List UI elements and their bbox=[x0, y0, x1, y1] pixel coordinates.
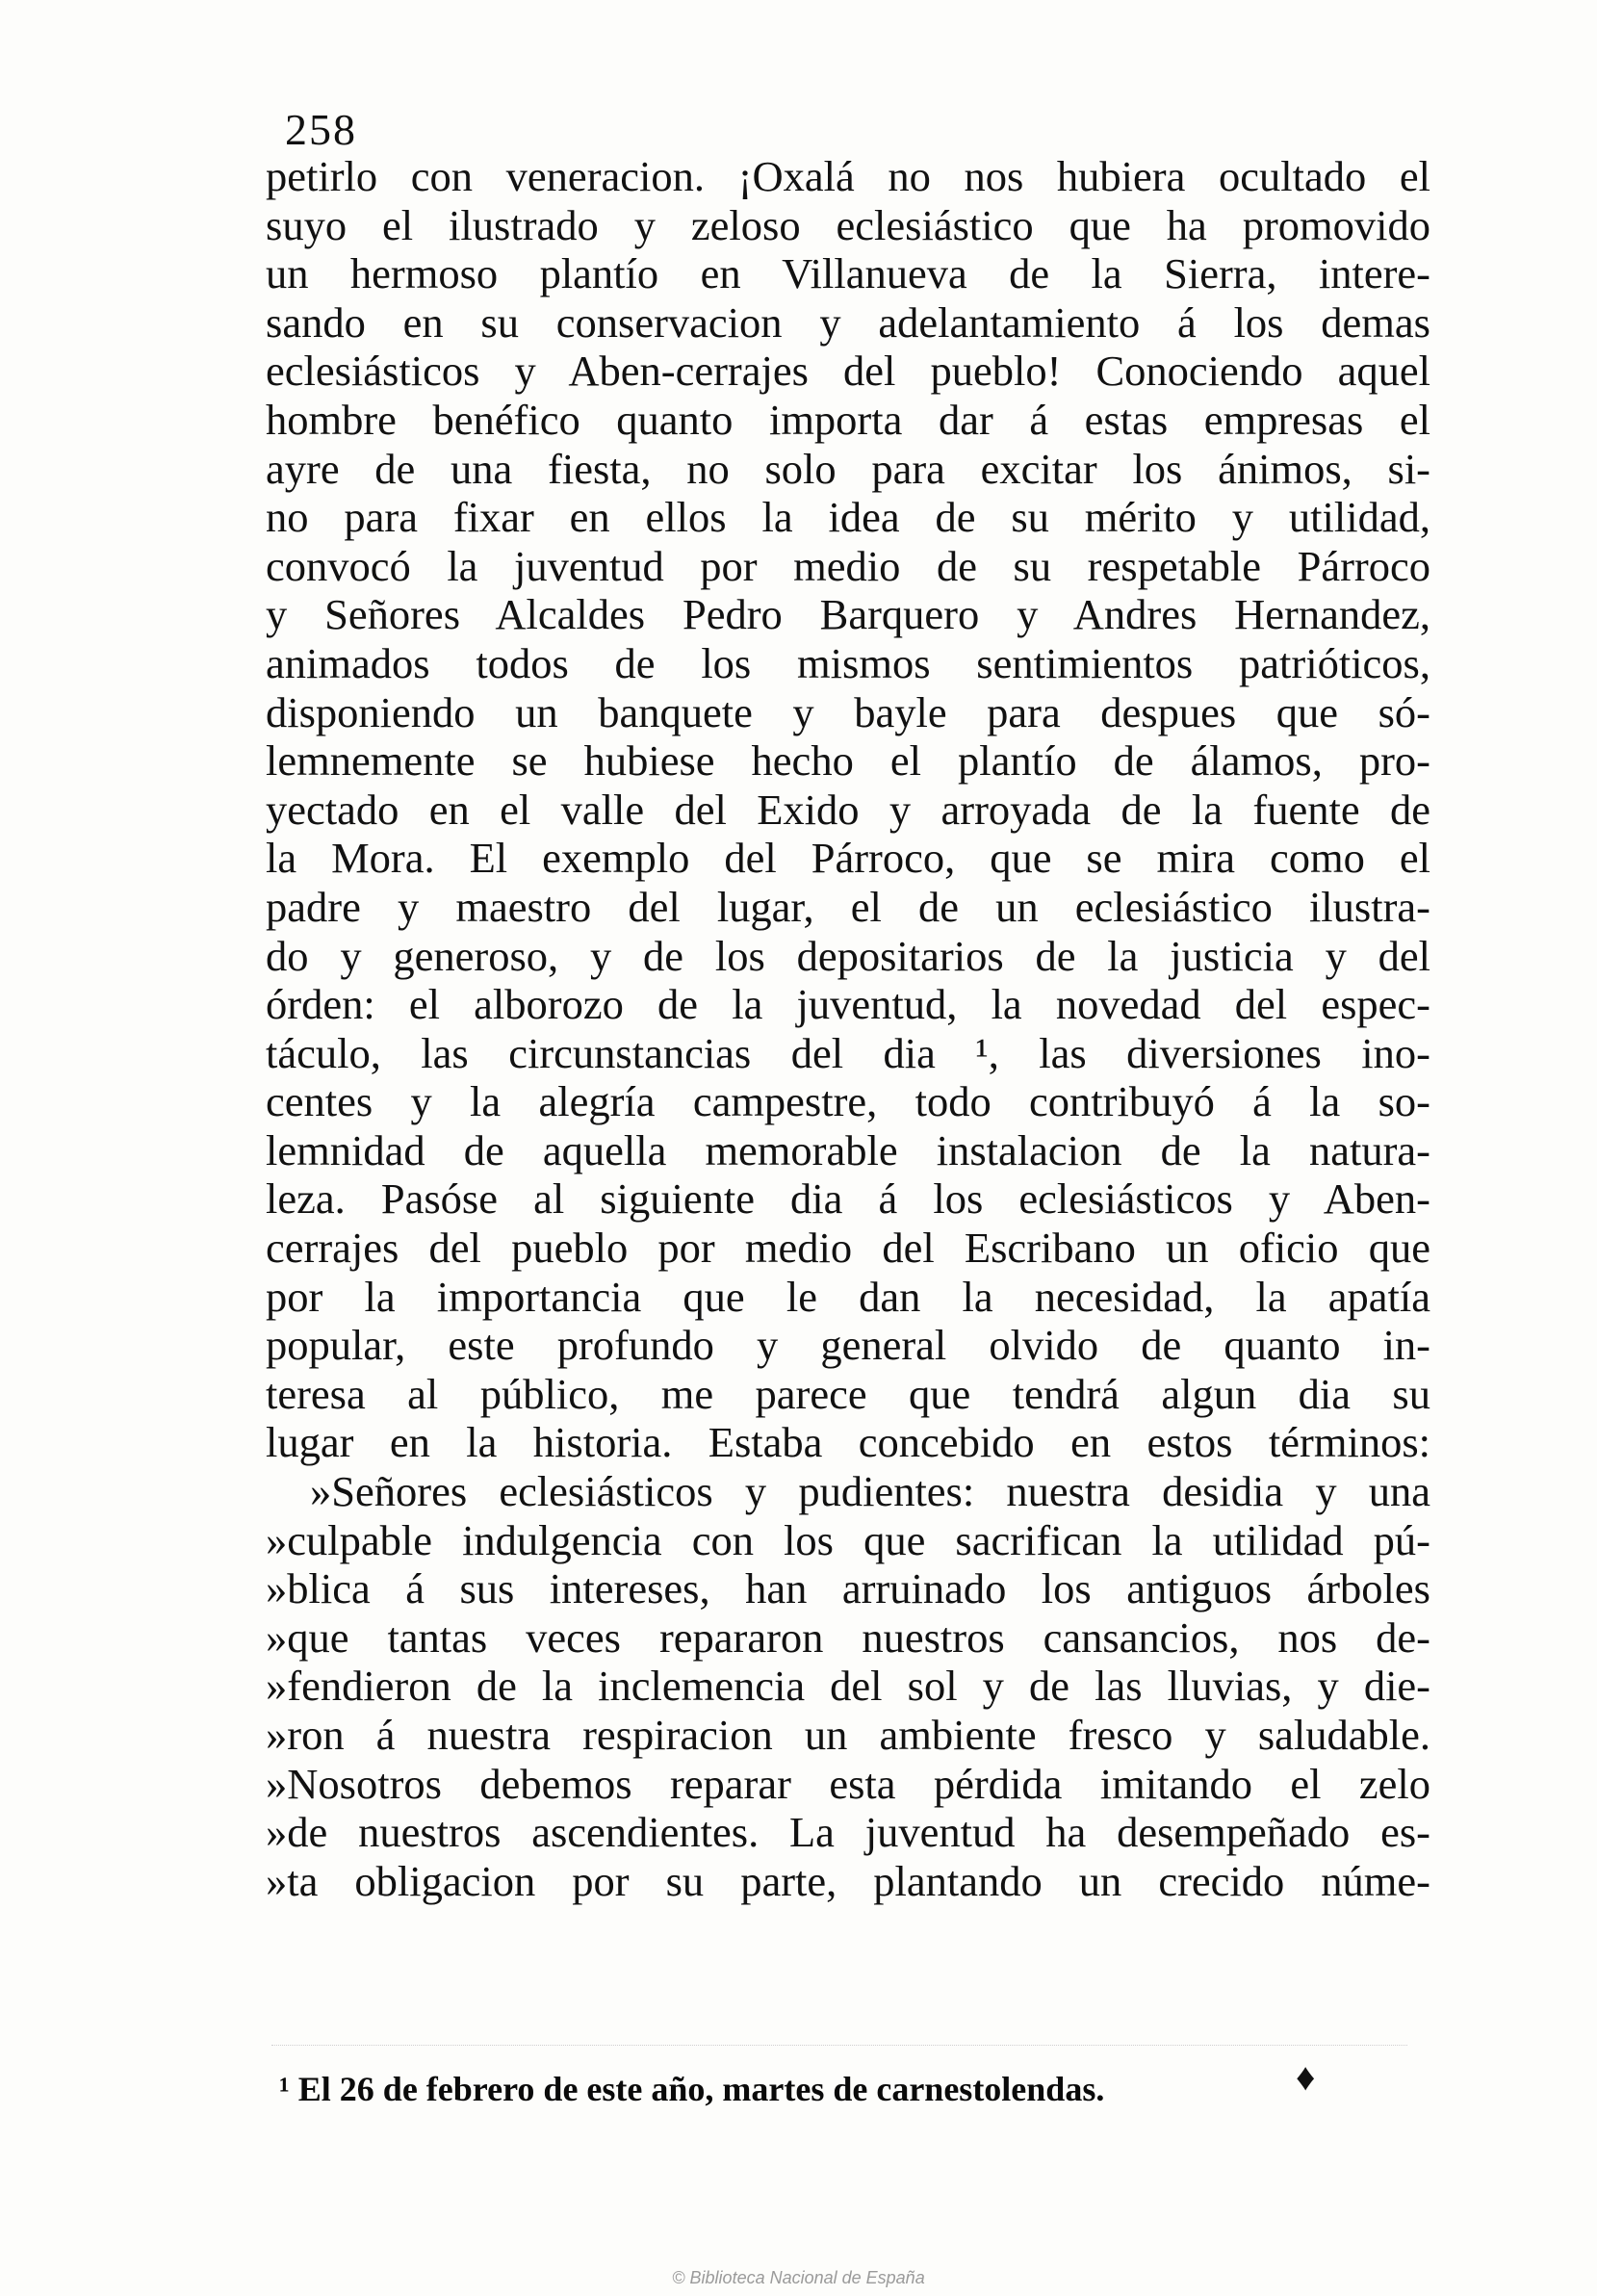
text-line-3: un hermoso plantío en Villanueva de la Sierra, intere- bbox=[266, 249, 1430, 298]
text-line-6: hombre benéfico quanto importa dar á estas empresas el bbox=[266, 395, 1430, 444]
text-line-27: lugar en la historia. Estaba concebido en estos términos: bbox=[266, 1418, 1430, 1467]
text-line-13: lemnemente se hubiese hecho el plantío de álamos, pro- bbox=[266, 736, 1430, 786]
text-line-16: padre y maestro del lugar, el de un eclesiástico ilustra- bbox=[266, 882, 1430, 931]
text-line-1: petirlo con veneracion. ¡Oxalá no nos hubiera ocultado el bbox=[266, 152, 1430, 200]
ink-mark-decoration: ♦ bbox=[1296, 2055, 1316, 2099]
text-line-34: »Nosotros debemos reparar esta pérdida imitando el zelo bbox=[266, 1759, 1430, 1808]
text-line-17: do y generoso, y de los depositarios de la justicia y del bbox=[266, 931, 1430, 980]
text-line-26: teresa al público, me parece que tendrá algun dia su bbox=[266, 1369, 1430, 1418]
text-line-5: eclesiásticos y Aben-cerrajes del pueblo! Conociendo aquel bbox=[266, 347, 1430, 396]
text-line-4: sando en su conservacion y adelantamiento á los demas bbox=[266, 297, 1430, 347]
text-line-23: cerrajes del pueblo por medio del Escribano un oficio que bbox=[266, 1224, 1430, 1273]
text-line-11: animados todos de los mismos sentimientos patrióticos, bbox=[266, 638, 1430, 687]
text-line-36: »ta obligacion por su parte, plantando un crecido núme- bbox=[266, 1856, 1430, 1905]
text-line-33: »ron á nuestra respiracion un ambiente fresco y saludable. bbox=[266, 1711, 1430, 1759]
copyright-notice: © Biblioteca Nacional de España bbox=[672, 2268, 925, 2287]
text-line-35: »de nuestros ascendientes. La juventud ha desempeñado es- bbox=[266, 1808, 1430, 1857]
text-line-19: táculo, las circunstancias del dia ¹, las diversiones ino- bbox=[266, 1028, 1430, 1077]
text-line-14: yectado en el valle del Exido y arroyada de la fuente de bbox=[266, 785, 1430, 834]
text-line-8: no para fixar en ellos la idea de su mérito y utilidad, bbox=[266, 493, 1430, 542]
text-line-7: ayre de una fiesta, no solo para excitar los ánimos, si- bbox=[266, 444, 1430, 493]
text-line-30: »blica á sus intereses, han arruinado los antiguos árboles bbox=[266, 1564, 1430, 1613]
text-line-25: popular, este profundo y general olvido de quanto in- bbox=[266, 1321, 1430, 1370]
body-text bbox=[266, 152, 1430, 1905]
text-line-21: lemnidad de aquella memorable instalacion de la natura- bbox=[266, 1125, 1430, 1174]
text-line-18: órden: el alborozo de la juventud, la novedad del espec- bbox=[266, 980, 1430, 1029]
text-line-32: »fendieron de la inclemencia del sol y de las lluvias, y die- bbox=[266, 1662, 1430, 1711]
text-line-15: la Mora. El exemplo del Párroco, que se mira como el bbox=[266, 834, 1430, 883]
text-line-29: »culpable indulgencia con los que sacrifican la utilidad pú- bbox=[266, 1515, 1430, 1564]
text-line-28: »Señores eclesiásticos y pudientes: nuestra desidia y una bbox=[310, 1467, 1430, 1516]
text-line-12: disponiendo un banquete y bayle para despues que só- bbox=[266, 687, 1430, 736]
text-line-22: leza. Pasóse al siguiente dia á los eclesiásticos y Aben- bbox=[266, 1174, 1430, 1224]
page-number: 258 bbox=[285, 105, 357, 154]
footnote-divider bbox=[271, 2045, 1407, 2046]
text-line-10: y Señores Alcaldes Pedro Barquero y Andres Hernandez, bbox=[266, 590, 1430, 639]
text-line-31: »que tantas veces repararon nuestros cansancios, nos de- bbox=[266, 1612, 1430, 1662]
text-line-2: suyo el ilustrado y zeloso eclesiástico que ha promovido bbox=[266, 200, 1430, 249]
footnote: ¹ El 26 de febrero de este año, martes de carnestolendas. bbox=[279, 2070, 1105, 2108]
text-line-24: por la importancia que le dan la necesidad, la apatía bbox=[266, 1272, 1430, 1321]
text-line-20: centes y la alegría campestre, todo contribuyó á la so- bbox=[266, 1077, 1430, 1126]
text-line-9: convocó la juventud por medio de su respetable Párroco bbox=[266, 541, 1430, 590]
